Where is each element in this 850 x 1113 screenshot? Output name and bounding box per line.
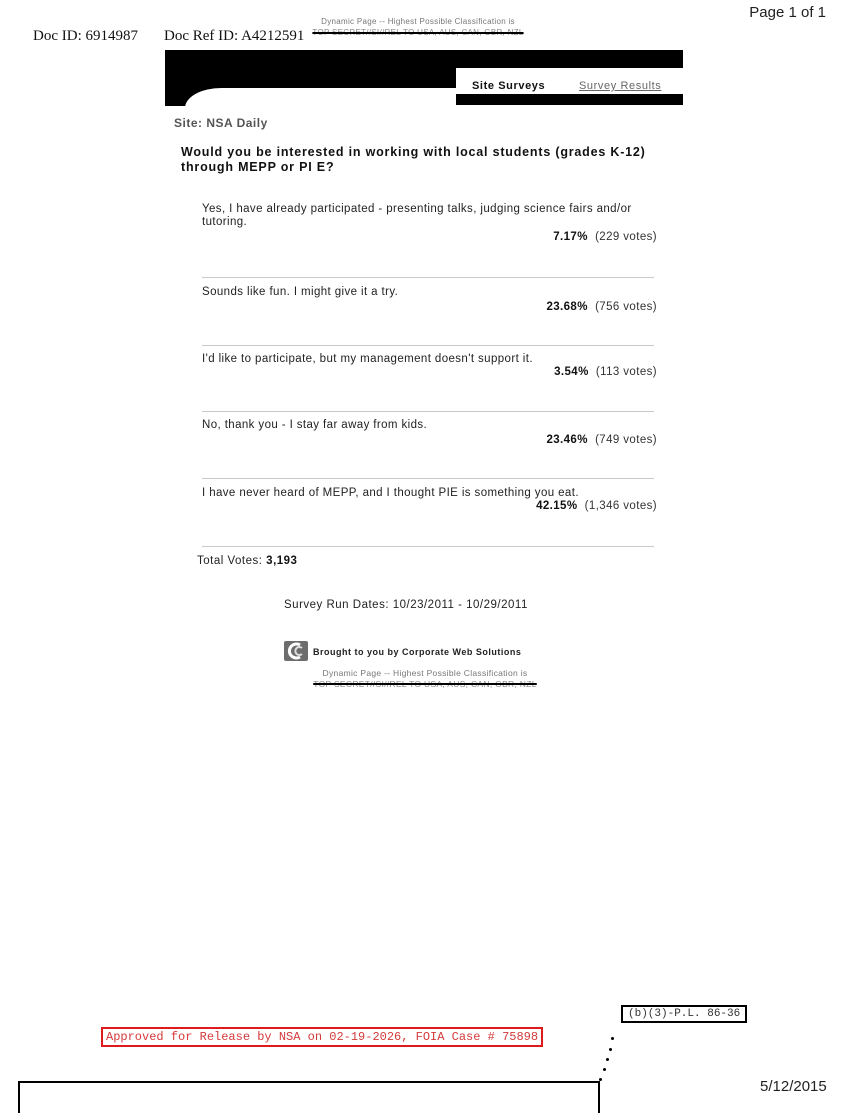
classification-banner-top: [268, 16, 568, 38]
answer-percent: 23.68%: [546, 301, 588, 313]
doc-id: Doc ID: 6914987: [33, 28, 138, 44]
answer-votes: (1,346 votes): [584, 500, 657, 512]
answer-item: [202, 286, 657, 313]
answer-item: [202, 419, 657, 446]
classification-struck-line: TOP SECRET//SI//REL TO USA, AUS, CAN, GBR, NZL: [313, 679, 537, 689]
divider: [202, 546, 654, 547]
classification-line: Dynamic Page -- Highest Possible Classification is: [321, 17, 515, 26]
total-votes-label: Total Votes:: [197, 555, 263, 567]
header-curve: [185, 88, 457, 108]
answer-item: [202, 487, 657, 512]
corporate-web-solutions-logo-icon: [284, 641, 308, 661]
answer-votes: (749 votes): [595, 434, 657, 446]
classification-line: Dynamic Page -- Highest Possible Classification is: [322, 668, 528, 678]
tab-survey-results[interactable]: Survey Results: [579, 80, 662, 92]
header-redaction-right-top: [456, 50, 683, 68]
answer-text: I have never heard of MEPP, and I thought PIE is something you eat.: [202, 487, 579, 499]
answer-percent: 3.54%: [554, 366, 589, 378]
divider: [202, 411, 654, 412]
divider: [202, 345, 654, 346]
answer-item: [202, 353, 657, 378]
total-votes: [197, 555, 297, 567]
divider: [202, 277, 654, 278]
answer-result: [202, 500, 657, 512]
leader-dot: [611, 1037, 614, 1040]
classification-banner-bottom: [280, 668, 570, 690]
page-number: Page 1 of 1: [749, 4, 826, 21]
approved-for-release-stamp: Approved for Release by NSA on 02-19-2026, FOIA Case # 75898: [101, 1027, 543, 1047]
answer-percent: 23.46%: [546, 434, 588, 446]
answer-percent: 7.17%: [553, 231, 588, 243]
header-redaction-right-bottom: [456, 94, 683, 105]
answer-votes: (756 votes): [595, 301, 657, 313]
classification-struck-line: TOP SECRET//SI//REL TO USA, AUS, CAN, GBR, NZL: [312, 28, 524, 37]
answer-result: [202, 231, 657, 243]
answer-text: Sounds like fun. I might give it a try.: [202, 286, 399, 298]
answer-votes: (113 votes): [595, 366, 657, 378]
answer-result: [202, 434, 657, 446]
answer-percent: 42.15%: [536, 500, 578, 512]
answer-text: Yes, I have already participated - presenting talks, judging science fairs and/or tutoring.: [202, 203, 632, 228]
doc-ref-id: Doc Ref ID: A4212591: [164, 28, 305, 44]
total-votes-value: 3,193: [266, 555, 298, 567]
leader-dot: [603, 1068, 606, 1071]
leader-dot: [606, 1058, 609, 1061]
answer-text: No, thank you - I stay far away from kids.: [202, 419, 428, 431]
answer-result: [202, 301, 657, 313]
survey-question: Would you be interested in working with local students (grades K-12) through MEPP or PI E?: [181, 145, 646, 174]
brought-by-text: Brought to you by Corporate Web Solutions: [313, 647, 522, 657]
leader-dot: [609, 1048, 612, 1051]
answer-result: [202, 366, 657, 378]
divider: [202, 478, 654, 479]
answer-text: I'd like to participate, but my management doesn't support it.: [202, 353, 533, 365]
tab-site-surveys[interactable]: Site Surveys: [472, 80, 546, 92]
answer-item: [202, 203, 657, 243]
exemption-stamp: (b)(3)-P.L. 86-36: [621, 1005, 747, 1023]
redaction-box: [18, 1081, 600, 1113]
site-label: Site: NSA Daily: [174, 116, 268, 130]
answer-votes: (229 votes): [595, 231, 657, 243]
survey-run-dates: Survey Run Dates: 10/23/2011 - 10/29/2011: [284, 599, 528, 611]
print-date: 5/12/2015: [760, 1078, 827, 1095]
